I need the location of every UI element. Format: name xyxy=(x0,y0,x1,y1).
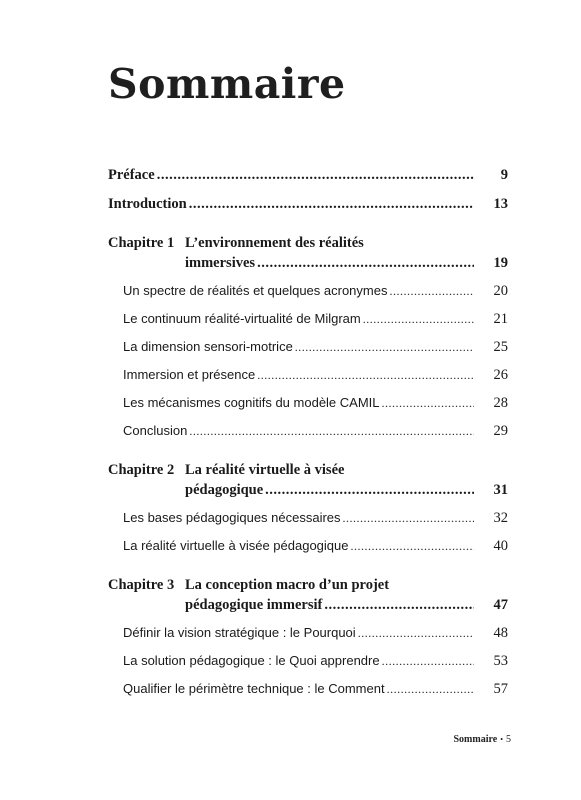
chapter-page: 47 xyxy=(493,597,508,613)
chapter-title-line2: pédagogique immersif xyxy=(185,597,323,613)
section-page: 21 xyxy=(493,311,508,327)
section-page: 40 xyxy=(493,538,508,554)
section-label: La solution pédagogique : le Quoi apprendre xyxy=(123,653,380,668)
chapter-heading[interactable] xyxy=(108,576,508,595)
footer-page-number: 5 xyxy=(506,734,511,745)
chapter-1 xyxy=(108,234,508,441)
section-label: Les mécanismes cognitifs du modèle CAMIL xyxy=(123,395,380,410)
leader-dots xyxy=(257,253,474,273)
toc-entry-label: Introduction xyxy=(108,196,187,212)
toc-section[interactable] xyxy=(108,623,508,643)
section-page: 28 xyxy=(493,395,508,411)
chapter-number: Chapitre 3 xyxy=(108,577,175,593)
leader-dots xyxy=(189,194,474,214)
toc-section[interactable] xyxy=(108,421,508,441)
chapter-title-line1: La conception macro d’un projet xyxy=(185,577,390,593)
footer-title: Sommaire xyxy=(453,734,498,745)
toc-section[interactable] xyxy=(108,508,508,528)
section-label: La dimension sensori-motrice xyxy=(123,339,293,354)
leader-dots xyxy=(265,480,474,500)
section-page: 57 xyxy=(493,681,508,697)
toc-section[interactable] xyxy=(108,365,508,385)
leader-dots xyxy=(343,508,474,528)
chapter-page: 19 xyxy=(493,255,508,271)
section-label: Définir la vision stratégique : le Pourquoi xyxy=(123,625,356,640)
toc-section[interactable] xyxy=(108,651,508,671)
section-page: 20 xyxy=(493,283,508,299)
chapter-heading[interactable] xyxy=(108,461,508,480)
toc-section[interactable] xyxy=(108,393,508,413)
chapter-title-line2: immersives xyxy=(185,255,256,271)
leader-dots xyxy=(387,679,474,699)
section-page: 53 xyxy=(493,653,508,669)
toc-entry-label: Préface xyxy=(108,167,155,183)
chapter-heading[interactable] xyxy=(108,234,508,253)
chapter-2 xyxy=(108,461,508,556)
toc-section[interactable] xyxy=(108,281,508,301)
section-label: Le continuum réalité-virtualité de Milgram xyxy=(123,311,361,326)
section-label: Conclusion xyxy=(123,423,188,438)
leader-dots xyxy=(351,536,475,556)
section-page: 48 xyxy=(493,625,508,641)
section-page: 25 xyxy=(493,339,508,355)
chapter-title-continuation[interactable] xyxy=(108,253,508,273)
leader-dots xyxy=(189,421,474,441)
chapter-title-line1: L’environnement des réalités xyxy=(185,235,364,251)
toc-section[interactable] xyxy=(108,679,508,699)
toc-section[interactable] xyxy=(108,536,508,556)
toc-section[interactable] xyxy=(108,337,508,357)
section-page: 29 xyxy=(493,423,508,439)
chapter-title-continuation[interactable] xyxy=(108,595,508,615)
toc-entry-page: 9 xyxy=(500,167,508,183)
chapter-title-continuation[interactable] xyxy=(108,480,508,500)
section-label: Les bases pédagogiques nécessaires xyxy=(123,510,341,525)
section-label: Qualifier le périmètre technique : le Comment xyxy=(123,681,385,696)
leader-dots xyxy=(257,365,474,385)
footer-bullet: • xyxy=(500,735,503,744)
section-page: 32 xyxy=(493,510,508,526)
chapter-title-line2: pédagogique xyxy=(185,482,264,498)
chapter-page: 31 xyxy=(493,482,508,498)
toc-entry-preface[interactable] xyxy=(108,165,508,185)
table-of-contents xyxy=(108,165,508,699)
leader-dots xyxy=(382,651,474,671)
leader-dots xyxy=(324,595,474,615)
leader-dots xyxy=(358,623,474,643)
page-title: Sommaire xyxy=(108,60,346,108)
section-label: Un spectre de réalités et quelques acronymes xyxy=(123,283,388,298)
page-footer xyxy=(453,734,511,745)
chapter-3 xyxy=(108,576,508,699)
chapter-title-line1: La réalité virtuelle à visée xyxy=(185,462,345,478)
section-page: 26 xyxy=(493,367,508,383)
leader-dots xyxy=(389,281,474,301)
leader-dots xyxy=(363,309,474,329)
chapter-number: Chapitre 2 xyxy=(108,462,175,478)
leader-dots xyxy=(295,337,474,357)
section-label: Immersion et présence xyxy=(123,367,256,382)
toc-entry-introduction[interactable] xyxy=(108,194,508,214)
section-label: La réalité virtuelle à visée pédagogique xyxy=(123,538,349,553)
leader-dots xyxy=(382,393,474,413)
leader-dots xyxy=(157,165,474,185)
toc-section[interactable] xyxy=(108,309,508,329)
chapter-number: Chapitre 1 xyxy=(108,235,175,251)
toc-entry-page: 13 xyxy=(493,196,508,212)
